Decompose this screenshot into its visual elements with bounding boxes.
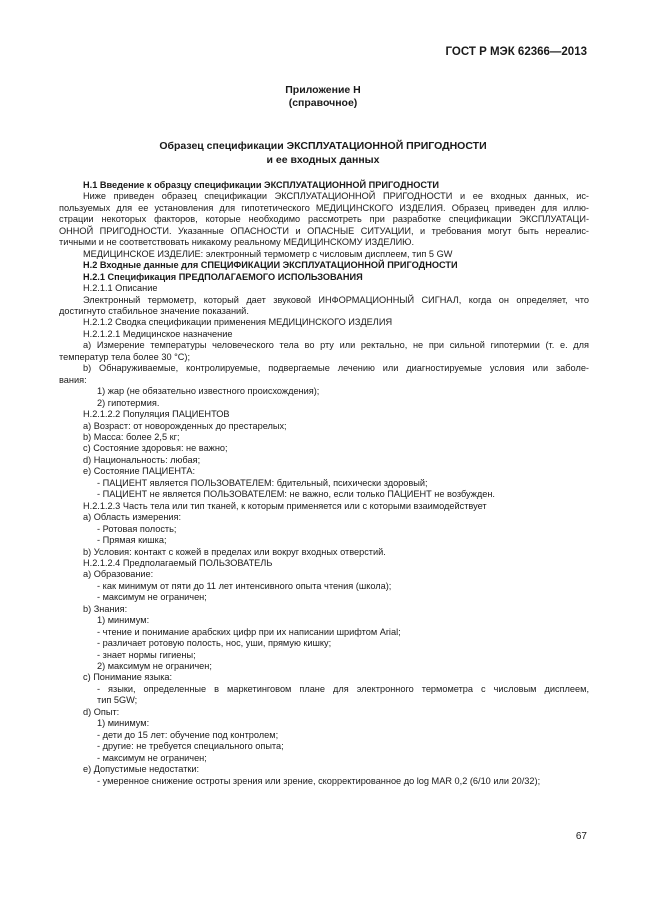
document-body: [59, 180, 589, 787]
text-line: достигнуто стабильное значение показаний.: [59, 305, 249, 316]
appendix-heading: [0, 84, 646, 110]
appendix-subtitle: (справочное): [288, 97, 358, 109]
text-line: Н.1 Введение к образцу спецификации ЭКСПЛУАТАЦИОННОЙ ПРИГОДНОСТИ: [83, 180, 440, 190]
text-line: Н.2.1.2.2 Популяция ПАЦИЕНТОВ: [83, 409, 230, 420]
text-line: - максимум не ограничен;: [97, 752, 207, 763]
page-number: 67: [575, 831, 587, 842]
text-line: - умеренное снижение остроты зрения или зрение, скорректированное до log MAR 0,2 (6/10 или 20/32);: [97, 775, 541, 786]
text-line: 1) минимум:: [97, 718, 150, 729]
text-line: температур тела более 30 °С);: [59, 351, 191, 362]
text-line: 1) минимум:: [97, 615, 150, 626]
text-line: - как минимум от пяти до 11 лет интенсивного опыта чтения (школа);: [97, 580, 392, 591]
text-line: Н.2.1.2 Сводка спецификации применения МЕДИЦИНСКОГО ИЗДЕЛИЯ: [83, 317, 393, 328]
text-line: b) Масса: более 2,5 кг;: [83, 431, 180, 442]
text-line: b) Условия: контакт с кожей в пределах или вокруг входных отверстий.: [83, 546, 386, 557]
text-line: е) Допустимые недостатки:: [83, 764, 200, 775]
text-line: - дети до 15 лет: обучение под контролем;: [97, 729, 279, 740]
text-line: 2) гипотермия.: [97, 397, 160, 408]
text-line: а) Образование:: [83, 569, 154, 580]
document-code: ГОСТ Р МЭК 62366—2013: [445, 46, 587, 58]
text-line: Н.2.1.2.1 Медицинское назначение: [83, 328, 233, 339]
text-line: с) Состояние здоровья: не важно;: [83, 443, 228, 454]
text-line: - знает нормы гигиены;: [97, 649, 196, 660]
text-line: - языки, определенные в маркетинговом плане для электронного термометра с числовым дисплеем,: [97, 683, 589, 694]
text-line: пользуемых для ее установления для гипотетического МЕДИЦИНСКОГО ИЗДЕЛИЯ. Образец приведен для иллю-: [59, 202, 589, 213]
text-line: Н.2.1 Спецификация ПРЕДПОЛАГАЕМОГО ИСПОЛЬЗОВАНИЯ: [83, 271, 363, 282]
text-line: d) Национальность: любая;: [83, 454, 201, 465]
text-line: вания:: [59, 374, 87, 385]
document-title: [0, 139, 646, 167]
text-line: - Ротовая полость;: [97, 523, 177, 534]
text-line: Ниже приведен образец спецификации ЭКСПЛУАТАЦИОННОЙ ПРИГОДНОСТИ и ее входных данных, ис-: [83, 191, 589, 202]
text-line: - ПАЦИЕНТ не является ПОЛЬЗОВАТЕЛЕМ: не важно, если только ПАЦИЕНТ не возбужден.: [97, 489, 495, 500]
text-line: а) Измерение температуры человеческого тела во рту или ректально, не при сильной гипотермии (т. е. для: [83, 340, 589, 351]
text-line: - ПАЦИЕНТ является ПОЛЬЗОВАТЕЛЕМ: бдительный, психически здоровый;: [97, 477, 428, 488]
text-line: а) Область измерения:: [83, 512, 182, 523]
text-line: - различает ротовую полость, нос, уши, прямую кишку;: [97, 638, 332, 649]
text-line: 1) жар (не обязательно известного происхождения);: [97, 386, 320, 397]
text-line: е) Состояние ПАЦИЕНТА:: [83, 466, 195, 477]
text-line: Н.2.1.2.3 Часть тела или тип тканей, к которым применяется или с которыми взаимодействует: [83, 500, 487, 511]
text-line: - чтение и понимание арабских цифр при их написании шрифтом Arial;: [97, 626, 401, 637]
text-line: ОННОЙ ПРИГОДНОСТИ. Указанные ОПАСНОСТИ и ОПАСНЫЕ СИТУАЦИИ, и требования могут быть нереалис-: [59, 225, 589, 236]
text-line: - максимум не ограничен;: [97, 592, 207, 603]
appendix-title: Приложение Н: [285, 84, 361, 96]
text-line: d) Опыт:: [83, 706, 120, 717]
text-line: тип 5GW;: [97, 695, 138, 706]
text-line: - другие: не требуется специального опыта;: [97, 741, 284, 752]
text-line: МЕДИЦИНСКОЕ ИЗДЕЛИЕ: электронный термометр с числовым дисплеем, тип 5 GW: [83, 248, 453, 259]
text-line: Н.2.1.2.4 Предполагаемый ПОЛЬЗОВАТЕЛЬ: [83, 557, 273, 568]
text-line: - Прямая кишка;: [97, 535, 167, 546]
text-line: с) Понимание языка:: [83, 672, 173, 683]
title-line-2: и ее входных данных: [266, 154, 380, 166]
text-line: страции некоторых факторов, которые необходимо рассмотреть при разработке спецификации ЭКСПЛУАТАЦИ-: [59, 214, 589, 225]
text-line: а) Возраст: от новорожденных до престарелых;: [83, 420, 287, 431]
text-line: тичными и не соответствовать никакому реальному МЕДИЦИНСКОМУ ИЗДЕЛИЮ.: [59, 237, 415, 248]
text-line: Н.2.1.1 Описание: [83, 283, 158, 294]
text-line: Электронный термометр, который дает звуковой ИНФОРМАЦИОННЫЙ СИГНАЛ, когда он определяет, что: [83, 294, 589, 305]
text-line: b) Обнаруживаемые, контролируемые, подвергаемые лечению или диагностируемые условия или заболе-: [83, 363, 589, 374]
text-line: Н.2 Входные данные для СПЕЦИФИКАЦИИ ЭКСПЛУАТАЦИОННОЙ ПРИГОДНОСТИ: [83, 260, 458, 271]
text-line: 2) максимум не ограничен;: [97, 661, 212, 672]
text-line: b) Знания:: [83, 603, 128, 614]
title-line-1: Образец спецификации ЭКСПЛУАТАЦИОННОЙ ПРИГОДНОСТИ: [159, 140, 487, 152]
